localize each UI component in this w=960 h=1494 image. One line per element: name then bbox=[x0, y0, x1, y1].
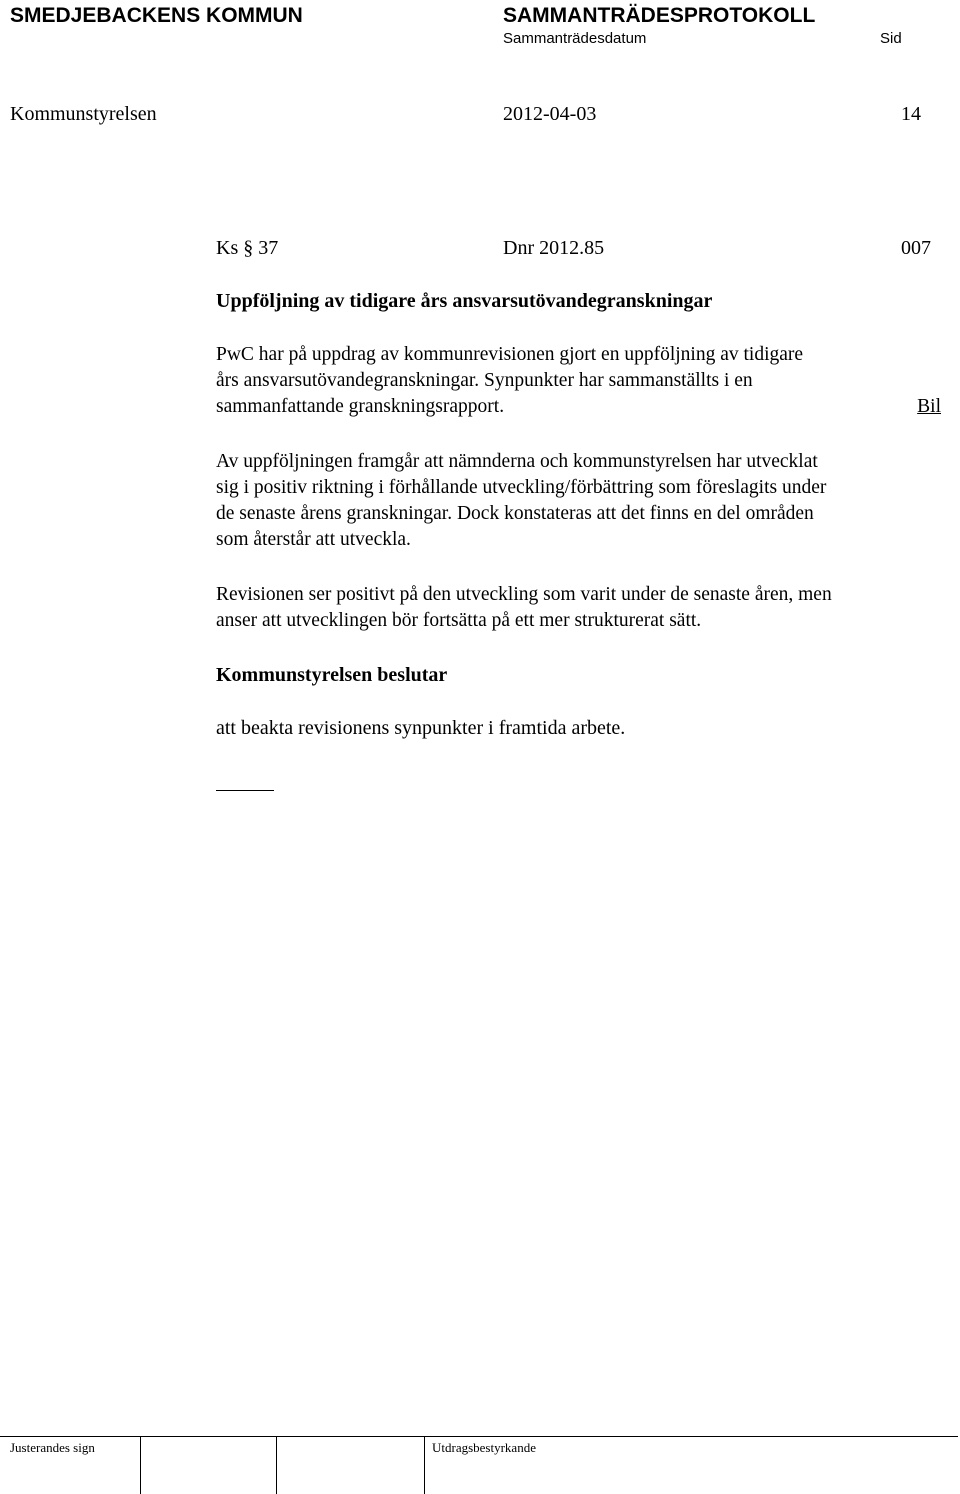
case-title: Uppföljning av tidigare års ansvarsutövandegranskningar bbox=[216, 290, 713, 312]
document-type: SAMMANTRÄDESPROTOKOLL bbox=[503, 4, 816, 27]
decision-text: att beakta revisionens synpunkter i framtida arbete. bbox=[216, 717, 626, 739]
text-line: anser att utvecklingen bör fortsätta på ett mer strukturerat sätt. bbox=[216, 610, 702, 631]
paragraph-background bbox=[216, 342, 951, 420]
organization-name: SMEDJEBACKENS KOMMUN bbox=[10, 4, 303, 27]
meeting-date-label: Sammanträdesdatum bbox=[503, 30, 647, 47]
text-line: sig i positiv riktning i förhållande utveckling/förbättring som föreslagits under bbox=[216, 477, 827, 498]
text-line: de senaste årens granskningar. Dock konstateras att det finns en del områden bbox=[216, 503, 814, 524]
attachment-link[interactable]: Bil bbox=[917, 396, 941, 417]
page-number: 14 bbox=[901, 103, 921, 125]
committee-name: Kommunstyrelsen bbox=[10, 103, 157, 125]
end-rule bbox=[216, 790, 274, 791]
text-line: Revisionen ser positivt på den utveckling som varit under de senaste åren, men bbox=[216, 584, 832, 605]
footer-extract-label: Utdragsbestyrkande bbox=[432, 1440, 536, 1455]
text-line: Av uppföljningen framgår att nämnderna och kommunstyrelsen har utvecklat bbox=[216, 451, 818, 472]
footer-cell-divider bbox=[424, 1436, 425, 1494]
footer-sign-label: Justerandes sign bbox=[10, 1440, 95, 1455]
paragraph-revision-opinion bbox=[216, 582, 951, 634]
text-line: års ansvarsutövandegranskningar. Synpunkter har sammanställts i en bbox=[216, 370, 753, 391]
decision-heading: Kommunstyrelsen beslutar bbox=[216, 664, 448, 686]
text-line: sammanfattande granskningsrapport. bbox=[216, 396, 505, 417]
page-label: Sid bbox=[880, 30, 902, 47]
case-paragraph-number: Ks § 37 bbox=[216, 237, 279, 259]
footer-cell-divider bbox=[276, 1436, 277, 1494]
case-code: 007 bbox=[901, 237, 931, 259]
text-line-with-attachment bbox=[216, 394, 951, 420]
footer-cell-divider bbox=[140, 1436, 141, 1494]
case-diary-number: Dnr 2012.85 bbox=[503, 237, 605, 259]
text-line: PwC har på uppdrag av kommunrevisionen gjort en uppföljning av tidigare bbox=[216, 344, 804, 365]
meeting-date: 2012-04-03 bbox=[503, 103, 597, 125]
paragraph-findings bbox=[216, 449, 951, 553]
text-line: som återstår att utveckla. bbox=[216, 529, 411, 550]
footer-divider bbox=[0, 1436, 958, 1437]
